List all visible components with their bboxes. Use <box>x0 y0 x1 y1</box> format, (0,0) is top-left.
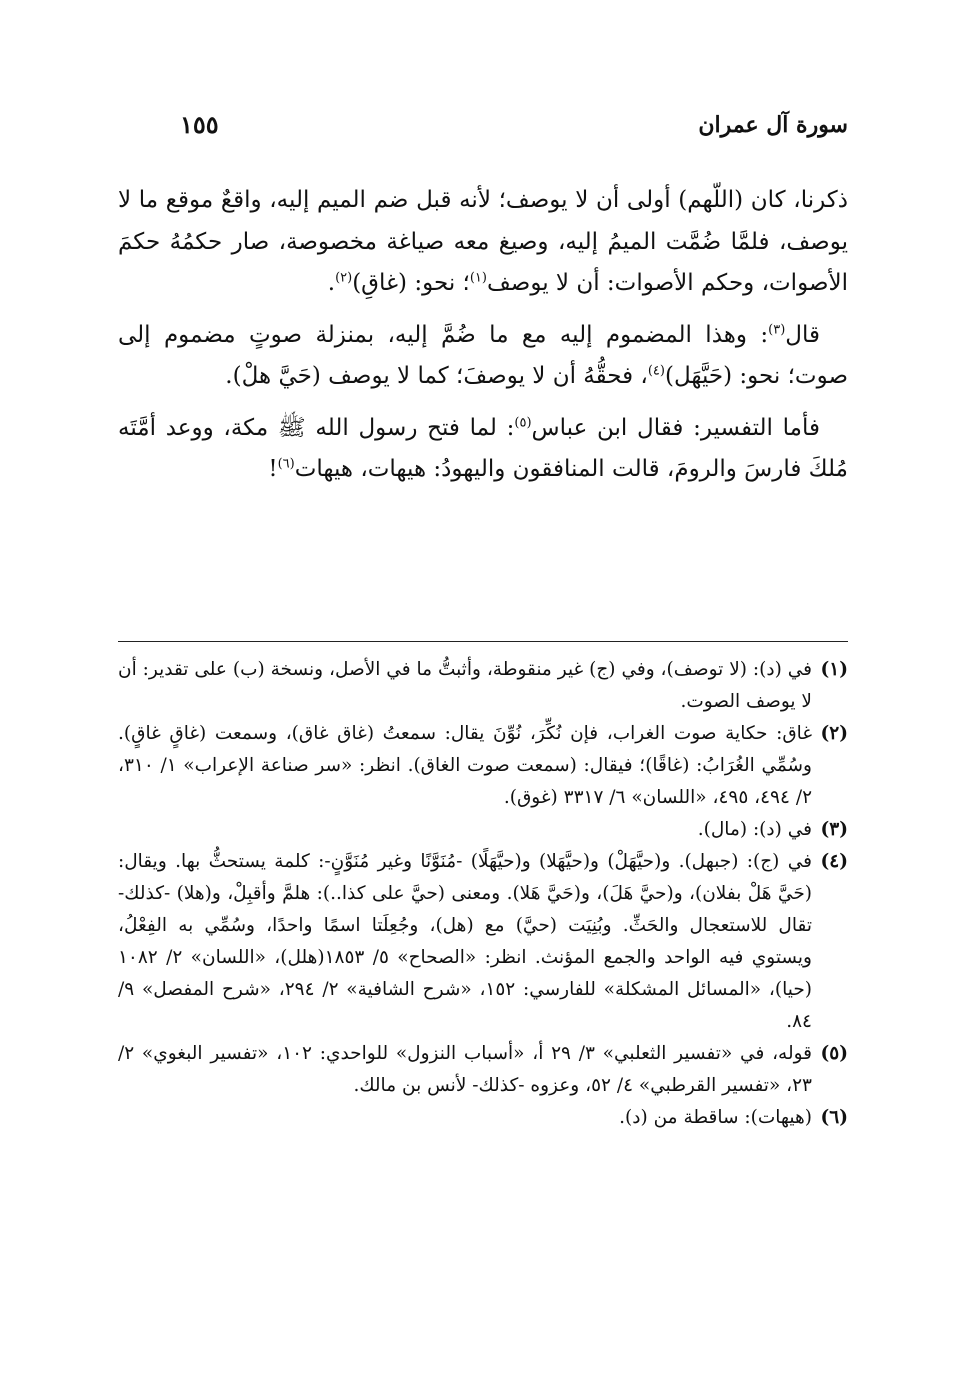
footnote-number: (٣) <box>820 819 848 840</box>
footnote <box>118 1038 848 1102</box>
footnote-text: في (د): (لا توصف)، وفي (ج) غير منقوطة، وأثبتُّ ما في الأصل، ونسخة (ب) على تقدير: أن لا يوصف الصوت. <box>118 659 812 712</box>
footnote-ref[interactable]: (٢) <box>335 270 353 286</box>
footnote-ref[interactable]: (٦) <box>277 456 295 472</box>
page-number: ١٥٥ <box>180 110 219 139</box>
footnote <box>118 846 848 1038</box>
footnotes <box>118 654 848 1134</box>
paragraph <box>118 408 848 491</box>
footnote-separator <box>118 641 848 642</box>
text-run: : وهذا المضموم إليه مع ما ضُمَّ إليه، بمنزلة صوتٍ مضموم إلى صوت؛ نحو: (حَيَّهَل) <box>118 321 848 389</box>
footnote <box>118 718 848 814</box>
text-run: . <box>327 270 336 296</box>
footnote <box>118 1102 848 1134</box>
text-run: ؛ نحو: (غاقِ) <box>352 270 470 296</box>
page <box>118 0 848 1380</box>
footnote-number: (٤) <box>820 851 848 872</box>
footnote-number: (١) <box>820 659 848 680</box>
footnote-text: قوله، في «تفسير الثعلبي» ٣/ ٢٩ أ، «أسباب النزول» للواحدي: ١٠٢، «تفسير البغوي» ٢/ ٢٣، «تفسير القرطبي» ٤/ ٥٢، وعزوه -كذلك- لأنس بن مالك. <box>118 1043 812 1096</box>
text-run: فأما التفسير: فقال ابن عباس <box>531 414 820 441</box>
footnote-text: في (ج): (جبهل). و(حيَّهَلْ) و(حيَّهَلا) و(حيَّهَلًا) -مُنَوَّنًا وغير مُنَوَّنٍ-: كلمة يستحثُّ بها. ويقال: (حَيَّ هَلْ بفلان)، و(حيَّ هَلَ)، و(حَيَّ هَلا). ومعنى (حيَّ على كذا..): هلمَّ وأقبِلْ، و(هلا) -كذلك- تقال للاستعجال والحَثِّ. وبُنِيَت (حيَّ) مع (هل)، وجُعِلَتا اسمًا واحدًا، وسُمِّي به الفِعْلُ، ويستوي فيه الواحد والجمع المؤنث. انظر: «الصحاح» ٥/ ١٨٥٣(هلل)، «اللسان» ٢/ ١٠٨٢ (حيا)، «المسائل المشكلة» للفارسي: ١٥٢، «شرح الشافية» ٢/ ٢٩٤، «شرح المفصل» ٩/ ٨٤. <box>118 851 812 1032</box>
text-run: : لما فتح رسول الله ﷺ مكة، ووعد أمَّتَه مُلكَ فارسَ والرومَ، قالت المنافقون واليهودُ: هيهات، هيهات <box>118 414 848 482</box>
footnote-ref[interactable]: (٥) <box>514 414 532 430</box>
text-run: ، فحقُّهُ أن لا يوصفَ؛ كما لا يوصف (حَيَّ هلْ). <box>225 363 648 389</box>
footnote-number: (٦) <box>820 1107 848 1128</box>
footnote-text: في (د): (مال). <box>697 819 812 840</box>
footnote-ref[interactable]: (٣) <box>768 321 786 337</box>
running-head <box>118 112 848 148</box>
footnote-text: غاق: حكاية صوت الغراب، فإن نُكِّرَ، نُوِّنَ يقال: سمعتُ (غاق غاق)، وسمعت (غاقٍ غاقٍ). وسُمِّي الغُرَابُ: (غاقًا)؛ فيقال: (سمعت صوت الغاق). انظر: «سر صناعة الإعراب» ١/ ٣١٠، ٢/ ٤٩٤، ٤٩٥، «اللسان» ٦/ ٣٣١٧ (غوق). <box>118 723 812 808</box>
text-run: ذكرنا، كان (اللّهم) أولى أن لا يوصف؛ لأنه قبل ضم الميم إليه، واقعٌ موقع ما لا يوصف، فلمَّا ضُمَّت الميمُ إليه، وصيغ معه صياغة مخصوصة، صار حكمُهُ حكمَ الأصوات، وحكم الأصوات: أن لا يوصف <box>118 187 848 296</box>
footnote <box>118 654 848 718</box>
footnote <box>118 814 848 846</box>
surah-title: سورة آل عمران <box>698 112 848 138</box>
paragraph <box>118 180 848 305</box>
text-run: ! <box>268 456 278 482</box>
footnote-number: (٥) <box>820 1043 848 1064</box>
main-text <box>118 180 848 501</box>
footnote-ref[interactable]: (١) <box>469 270 487 286</box>
paragraph <box>118 315 848 398</box>
footnote-number: (٢) <box>820 723 848 744</box>
text-run: قال <box>785 321 820 348</box>
footnote-text: (هيهات): ساقطة من (د). <box>619 1107 812 1128</box>
footnote-ref[interactable]: (٤) <box>647 363 665 379</box>
